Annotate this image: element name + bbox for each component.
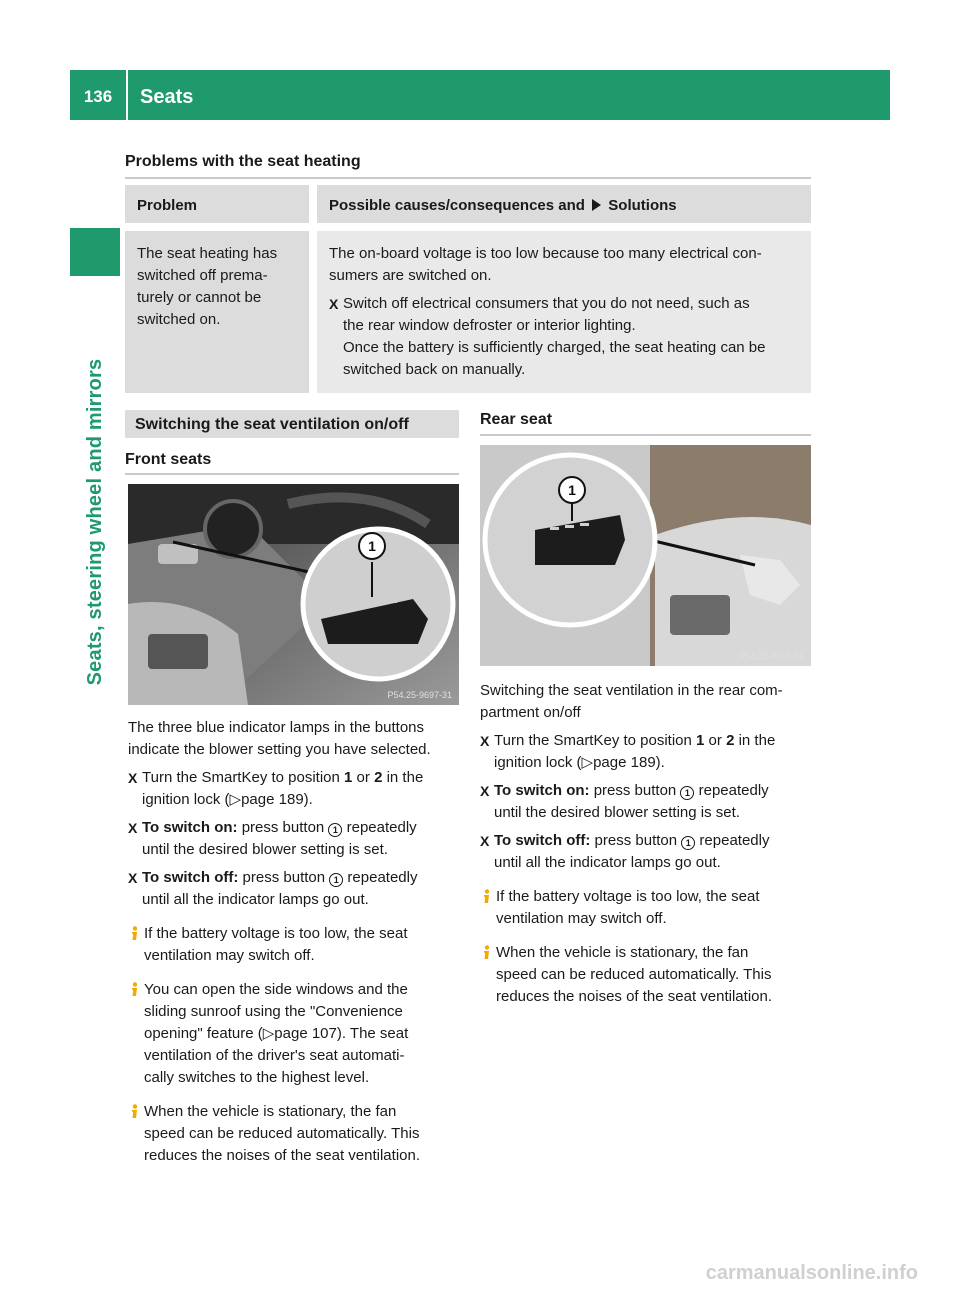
callout-1-icon: 1 (681, 836, 695, 850)
problem-line: switched off prema- (137, 267, 268, 284)
rear-seat-illustration (480, 445, 811, 666)
page-ref-icon: ▷ (581, 754, 594, 771)
step-marker-icon: X (480, 733, 490, 749)
page-number: 136 (83, 87, 113, 106)
problem-line: switched on. (137, 311, 221, 328)
solution-arrow-icon (592, 199, 601, 211)
front-step-1: X Turn the SmartKey to position 1 or 2 in the ignition lock (▷page 189). (128, 769, 424, 808)
rear-step-1: X Turn the SmartKey to position 1 or 2 in the ignition lock (▷page 189). (480, 732, 776, 771)
page-ref-icon: ▷ (229, 791, 242, 808)
front-info-3: When the vehicle is stationary, the fan speed can be reduced automatically. This reduces the noises of the seat ventilation. (128, 1101, 462, 1167)
front-intro-line: The three blue indicator lamps in the buttons (128, 719, 425, 736)
side-tab-label: Seats, steering wheel and mirrors (84, 358, 106, 686)
problem-line: The seat heating has (137, 245, 278, 262)
solution-line: Once the battery is sufficiently charged, the seat heating can be (343, 339, 766, 356)
rear-intro-line: partment on/off (480, 704, 581, 721)
problems-table (125, 185, 811, 393)
rear-step-2: X To switch on: press button 1 repeatedly until the desired blower setting is set. (480, 782, 769, 821)
problems-heading: Problems with the seat heating (125, 153, 361, 170)
rear-step-3: X To switch off: press button 1 repeatedly until all the indicator lamps go out. (480, 832, 770, 871)
side-tab-marker (70, 228, 120, 276)
front-seats-body (128, 717, 462, 1167)
problems-heading-rule (125, 177, 811, 179)
info-icon (128, 926, 141, 941)
problem-line: turely or cannot be (137, 289, 262, 306)
front-info-1: If the battery voltage is too low, the seat ventilation may switch off. (128, 923, 462, 967)
rear-info-1: If the battery voltage is too low, the seat ventilation may switch off. (480, 886, 814, 930)
front-info-2: You can open the side windows and the sliding sunroof using the "Convenience opening" feature (▷page 107). The seat ventilation of the driver's seat automati- cally switches to the highest level. (128, 979, 462, 1089)
step-marker-icon: X (480, 833, 490, 849)
table-cell-solution (313, 231, 811, 393)
front-intro-line: indicate the blower setting you have selected. (128, 741, 431, 758)
page-ref-icon: ▷ (262, 1025, 275, 1042)
rear-seat-body (480, 680, 814, 1008)
solution-step (329, 293, 803, 381)
info-icon (128, 1104, 141, 1119)
rear-seat-photo (480, 445, 811, 666)
front-seat-photo (128, 484, 459, 705)
callout-1-icon: 1 (328, 823, 342, 837)
ventilation-heading: Switching the seat ventilation on/off (125, 410, 459, 438)
header-divider (126, 70, 128, 120)
front-seat-illustration (128, 484, 459, 705)
table-header-solutions-pre: Possible causes/consequences and (329, 197, 585, 214)
rear-info-2: When the vehicle is stationary, the fan speed can be reduced automatically. This reduces the noises of the seat ventilation. (480, 942, 814, 1008)
step-marker-icon: X (128, 870, 138, 886)
info-icon (128, 982, 141, 997)
front-seats-heading: Front seats (125, 451, 212, 468)
step-marker-icon: X (128, 770, 138, 786)
front-step-3: X To switch off: press button 1 repeatedly until all the indicator lamps go out. (128, 869, 418, 908)
table-header-solutions (313, 185, 811, 223)
front-seats-rule (125, 473, 459, 475)
front-photo-code: P54.25-9697-31 (387, 690, 452, 700)
front-step-2: X To switch on: press button 1 repeatedly until the desired blower setting is set. (128, 819, 417, 858)
info-icon (480, 945, 493, 960)
solution-line: the rear window defroster or interior lighting. (343, 317, 636, 334)
callout-1-icon: 1 (329, 873, 343, 887)
rear-photo-code: P54.25-9368-31 (739, 651, 804, 661)
photo-callout-1: 1 (568, 482, 576, 498)
photo-callout-1: 1 (368, 538, 376, 554)
step-marker-icon: X (128, 820, 138, 836)
step-marker-icon: X (329, 296, 339, 312)
cause-line: sumers are switched on. (329, 267, 492, 284)
table-header-problem: Problem (125, 185, 313, 223)
rear-seat-rule (480, 434, 811, 436)
table-header-solutions-post: Solutions (608, 197, 677, 214)
info-icon (480, 889, 493, 904)
step-marker-icon: X (480, 783, 490, 799)
cause-line: The on-board voltage is too low because too many electrical con- (329, 245, 762, 262)
rear-seat-heading: Rear seat (480, 411, 553, 428)
callout-1-icon: 1 (680, 786, 694, 800)
solution-line: Switch off electrical consumers that you do not need, such as (343, 295, 750, 312)
table-cell-problem (125, 231, 313, 393)
watermark-text: carmanualsonline.info (705, 1262, 918, 1284)
rear-intro-line: Switching the seat ventilation in the rear com- (480, 682, 783, 699)
section-title: Seats (140, 86, 194, 108)
solution-line: switched back on manually. (343, 361, 526, 378)
side-tab (70, 282, 120, 762)
